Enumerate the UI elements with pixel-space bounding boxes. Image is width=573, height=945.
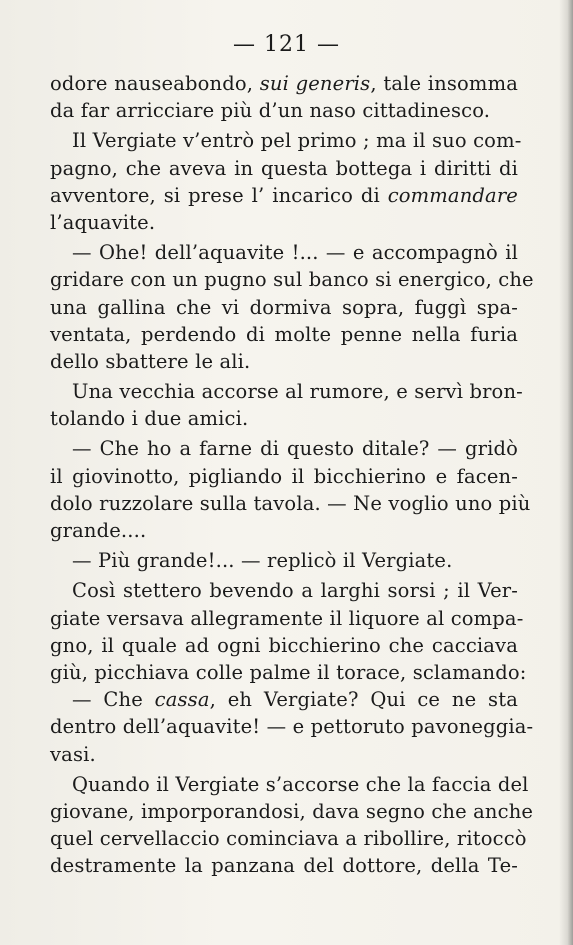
text-segment: il giovinotto, pigliando il bicchierino e facen- [50,464,518,488]
text-segment: , tale insomma [370,72,518,95]
text-line [50,547,518,574]
text-line [50,605,524,632]
text-line [50,490,531,517]
italic-phrase: commandare [387,183,518,207]
text-line [50,686,518,713]
italic-phrase: sui generis [259,72,371,95]
text-segment: da far arricciare più d’un naso cittadinesco. [50,99,491,123]
text-line [50,182,518,209]
text-line [50,239,518,266]
text-line [50,798,534,825]
text-line [50,321,518,348]
text-line [50,852,518,879]
text-line [50,378,523,405]
text-segment: Quando il Vergiate s’accorse che la faccia del [72,772,529,796]
text-segment: Così stettero bevendo a larghi sorsi ; il Ver- [72,579,518,603]
text-line [50,771,529,798]
text-segment: — Più grande!... — replicò il Vergiate. [72,549,453,573]
text-line [50,632,518,659]
text-segment: destramente la panzana del dottore, della Te- [50,854,518,878]
text-segment: dentro dell’aquavite! — e pettoruto pavoneggia- [50,715,534,739]
text-line [50,741,518,768]
text-segment: giate versava allegramente il liquore al compa- [50,606,524,630]
text-line [50,155,518,182]
text-segment: una gallina che vi dormiva sopra, fuggì spa- [50,295,518,319]
text-segment: l’aquavite. [50,210,156,234]
text-line [50,70,518,97]
text-segment: gridare con un pugno sul banco si energico, che [50,268,534,292]
text-segment: vasi. [50,742,96,766]
text-line [50,209,518,236]
text-segment: , eh Vergiate? Qui ce ne sta [209,688,518,712]
body-text [50,70,534,879]
text-line [50,127,522,154]
text-segment: ventata, perdendo di molte penne nella furia [50,322,518,346]
text-segment: — Ohe! dell’aquavite !... — e accompagnò il [72,241,518,265]
italic-phrase: cassa [154,688,210,712]
text-line [50,659,527,686]
text-line [50,577,518,604]
text-line [50,435,518,462]
text-segment: Il Vergiate v’entrò pel primo ; ma il suo com- [72,129,522,153]
text-segment: dolo ruzzolare sulla tavola. — Ne voglio uno più [50,491,531,515]
text-segment: quel cervellaccio cominciava a ribollire, ritoccò [50,827,527,851]
page-number-header: — 121 — [233,32,340,57]
text-segment: grande.... [50,519,147,542]
text-segment: giovane, imporporandosi, dava segno che anche [50,799,534,823]
text-line [50,405,518,432]
text-segment: giù, picchiava colle palme il torace, sclamando: [50,660,527,684]
page-edge-shadow [559,0,573,945]
text-segment: — Che ho a farne di questo ditale? — gridò [72,437,518,461]
text-line [50,517,518,544]
text-line [50,97,518,124]
text-line [50,348,518,375]
text-line [50,825,527,852]
text-line [50,713,534,740]
text-line [50,294,518,321]
text-segment: pagno, che aveva in questa bottega i diritti di [50,156,518,180]
text-line [50,266,534,293]
text-segment: dello sbattere le ali. [50,349,251,373]
text-segment: gno, il quale ad ogni bicchierino che cacciava [50,633,518,657]
text-segment: avventore, si prese l’ incarico di [50,183,388,207]
text-segment: Una vecchia accorse al rumore, e servì bron- [72,380,523,404]
text-segment: odore nauseabondo, [50,72,260,95]
text-segment: tolando i due amici. [50,407,249,431]
text-line [50,463,518,490]
text-segment: — Che [72,688,155,712]
